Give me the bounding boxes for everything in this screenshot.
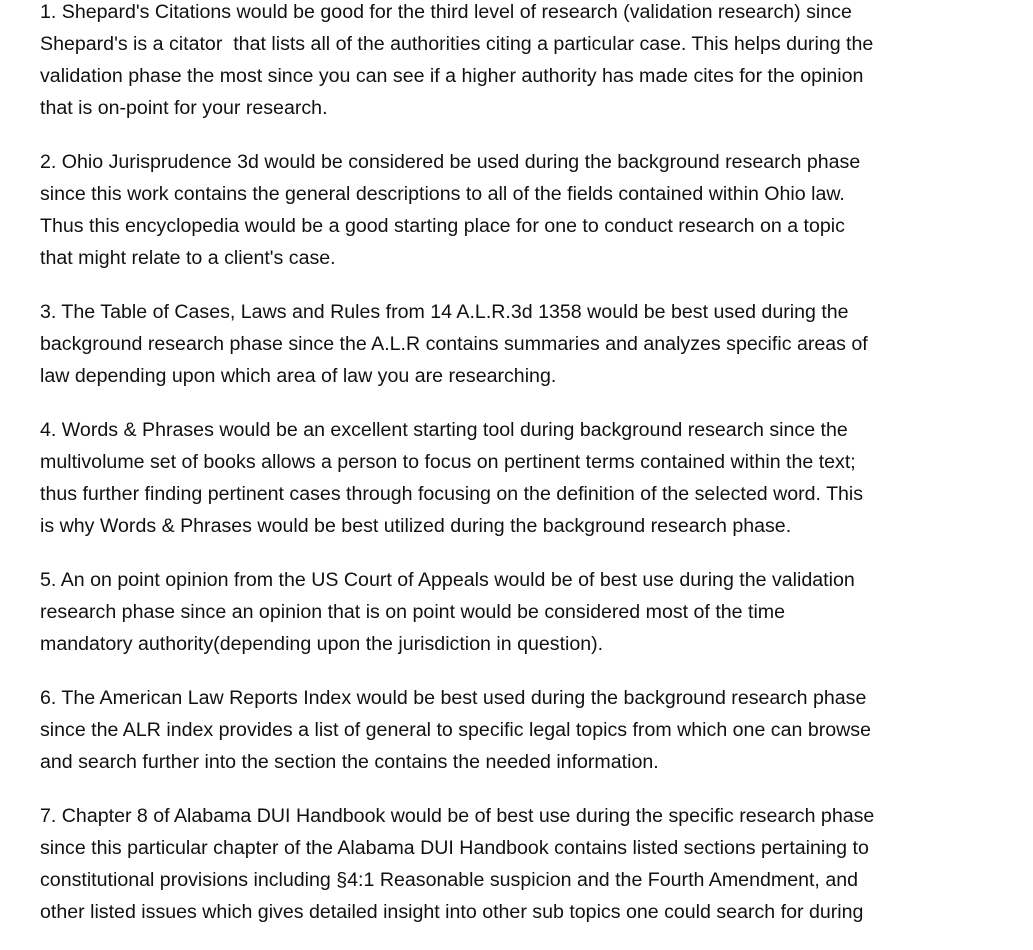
paragraph-line: multivolume set of books allows a person to focus on pertinent terms contained within the text; [40, 451, 856, 473]
document-body [40, 0, 950, 950]
paragraph-line: research phase since an opinion that is on point would be considered most of the time [40, 601, 786, 623]
paragraph-6 [40, 682, 950, 778]
paragraph-line: 6. The American Law Reports Index would be best used during the background research phase [40, 687, 867, 709]
paragraph-line: 1. Shepard's Citations would be good for the third level of research (validation research) since [40, 1, 852, 23]
paragraph-line: Shepard's is a citator that lists all of the authorities citing a particular case. This helps during the [40, 33, 874, 55]
paragraph-line: and search further into the section the contains the needed information. [40, 751, 659, 773]
paragraph-line: 5. An on point opinion from the US Court of Appeals would be of best use during the validation [40, 569, 855, 591]
paragraph-line: other listed issues which gives detailed insight into other sub topics one could search for during [40, 901, 864, 923]
paragraph-7 [40, 800, 950, 928]
paragraph-line: since this work contains the general descriptions to all of the fields contained within Ohio law. [40, 183, 845, 205]
paragraph-2 [40, 146, 950, 274]
paragraph-4 [40, 414, 950, 542]
paragraph-line: that might relate to a client's case. [40, 247, 336, 269]
paragraph-5 [40, 564, 950, 660]
paragraph-line: 3. The Table of Cases, Laws and Rules from 14 A.L.R.3d 1358 would be best used during the [40, 301, 849, 323]
paragraph-line: law depending upon which area of law you are researching. [40, 365, 557, 387]
paragraph-line: 2. Ohio Jurisprudence 3d would be considered be used during the background research phase [40, 151, 861, 173]
paragraph-line: background research phase since the A.L.R contains summaries and analyzes specific areas of [40, 333, 868, 355]
paragraph-line: 4. Words & Phrases would be an excellent starting tool during background research since the [40, 419, 848, 441]
paragraph-3 [40, 296, 950, 392]
paragraph-line: Thus this encyclopedia would be a good starting place for one to conduct research on a topic [40, 215, 845, 237]
paragraph-line: is why Words & Phrases would be best utilized during the background research phase. [40, 515, 792, 537]
paragraph-line: since this particular chapter of the Alabama DUI Handbook contains listed sections pertaining to [40, 837, 869, 859]
paragraph-1 [40, 0, 950, 124]
paragraph-line: constitutional provisions including §4:1 Reasonable suspicion and the Fourth Amendment, and [40, 869, 859, 891]
paragraph-line: since the ALR index provides a list of general to specific legal topics from which one can browse [40, 719, 871, 741]
paragraph-line: validation phase the most since you can see if a higher authority has made cites for the opinion [40, 65, 864, 87]
paragraph-line: thus further finding pertinent cases through focusing on the definition of the selected word. This [40, 483, 864, 505]
paragraph-line: 7. Chapter 8 of Alabama DUI Handbook would be of best use during the specific research phase [40, 805, 875, 827]
paragraph-line: that is on-point for your research. [40, 97, 328, 119]
paragraph-line: mandatory authority(depending upon the jurisdiction in question). [40, 633, 604, 655]
